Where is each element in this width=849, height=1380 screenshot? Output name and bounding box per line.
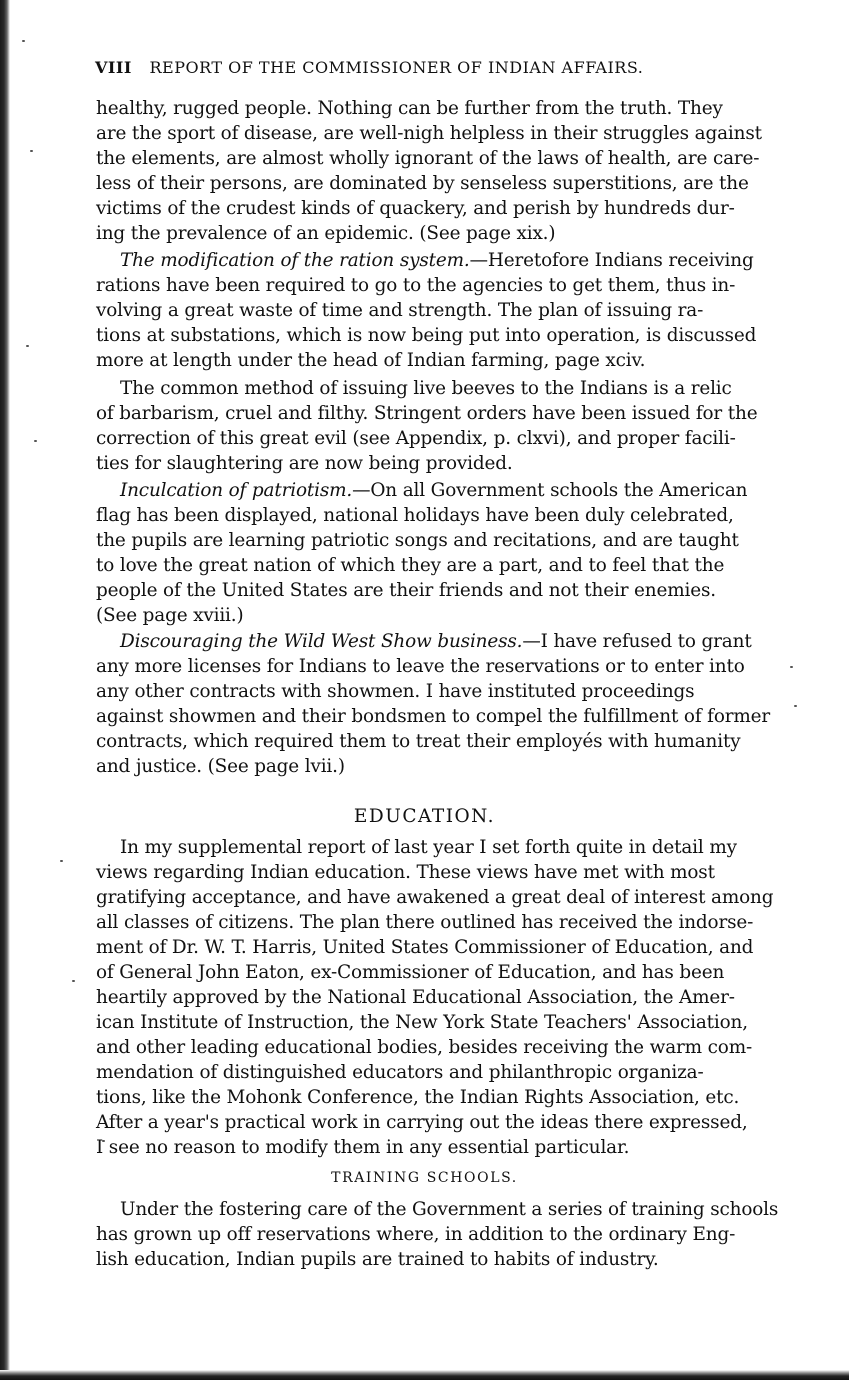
scan-speck <box>26 345 29 347</box>
text-line: tions at substations, which is now being put into operation, is discussed <box>96 325 757 346</box>
scan-speck <box>60 860 63 862</box>
text-line: Inculcation of patriotism.—On all Government schools the American <box>120 480 748 501</box>
text-line: more at length under the head of Indian farming, page xciv. <box>96 350 646 371</box>
text-line: mendation of distinguished educators and philanthropic organiza- <box>96 1062 704 1083</box>
text-line: people of the United States are their friends and not their enemies. <box>96 580 716 601</box>
text-line: and justice. (See page lvii.) <box>96 756 345 777</box>
text-line: views regarding Indian education. These views have met with most <box>96 862 715 883</box>
page-bottom-edge <box>0 1370 849 1380</box>
text-line: After a year's practical work in carrying out the ideas there expressed, <box>96 1112 748 1133</box>
text-line: of barbarism, cruel and filthy. Stringent orders have been issued for the <box>96 403 758 424</box>
text-line: rations have been required to go to the agencies to get them, thus in- <box>96 275 736 296</box>
text-line: heartily approved by the National Educational Association, the Amer- <box>96 987 735 1008</box>
text-line: Discouraging the Wild West Show business.—I have refused to grant <box>120 631 752 652</box>
text-line: healthy, rugged people. Nothing can be further from the truth. They <box>96 98 723 119</box>
text-line: against showmen and their bondsmen to compel the fulfillment of former <box>96 706 771 727</box>
text-line: The modification of the ration system.—Heretofore Indians receiving <box>120 250 754 271</box>
text-line: lish education, Indian pupils are trained to habits of industry. <box>96 1249 659 1270</box>
text-line: gratifying acceptance, and have awakened a great deal of interest among <box>96 887 774 908</box>
text-line: correction of this great evil (see Appendix, p. clxvi), and proper facili- <box>96 428 736 449</box>
scan-speck <box>790 666 793 668</box>
section-heading-education: EDUCATION. <box>353 806 496 827</box>
text-line: flag has been displayed, national holidays have been duly celebrated, <box>96 505 734 526</box>
text-line: ican Institute of Instruction, the New York State Teachers' Association, <box>96 1012 748 1033</box>
text-line: are the sport of disease, are well-nigh helpless in their struggles against <box>96 123 762 144</box>
text-line: (See page xviii.) <box>96 605 244 626</box>
text-line: any other contracts with showmen. I have instituted proceedings <box>96 681 695 702</box>
text-line: Under the fostering care of the Government a series of training schools <box>120 1199 779 1220</box>
text-line: the pupils are learning patriotic songs and recitations, and are taught <box>96 530 739 551</box>
text-line: tions, like the Mohonk Conference, the Indian Rights Association, etc. <box>96 1087 740 1108</box>
text-line: ing the prevalence of an epidemic. (See page xix.) <box>96 223 556 244</box>
text-line: the elements, are almost wholly ignorant of the laws of health, are care- <box>96 148 760 169</box>
section-lead-ration-system: The modification of the ration system. <box>120 250 470 271</box>
text-line: contracts, which required them to treat their employés with humanity <box>96 731 741 752</box>
scan-speck <box>72 980 75 982</box>
text-line: victims of the crudest kinds of quackery, and perish by hundreds dur- <box>96 198 735 219</box>
page-number: VIII <box>95 58 132 77</box>
text-line: The common method of issuing live beeves to the Indians is a relic <box>120 378 732 399</box>
text-line: all classes of citizens. The plan there outlined has received the indorse- <box>96 912 754 933</box>
scan-speck <box>30 150 33 152</box>
section-lead-wild-west-show: Discouraging the Wild West Show business. <box>120 631 523 652</box>
scan-speck <box>34 440 37 442</box>
section-heading-training-schools: TRAINING SCHOOLS. <box>331 1170 518 1186</box>
scan-speck <box>794 705 797 707</box>
text-line: and other leading educational bodies, besides receiving the warm com- <box>96 1037 753 1058</box>
text-line: ties for slaughtering are now being provided. <box>96 453 513 474</box>
text-line: of General John Eaton, ex-Commissioner of Education, and has been <box>96 962 725 983</box>
scan-speck <box>22 40 25 42</box>
text-line: to love the great nation of which they are a part, and to feel that the <box>96 555 725 576</box>
text-line: volving a great waste of time and strength. The plan of issuing ra- <box>96 300 704 321</box>
text-line: has grown up off reservations where, in addition to the ordinary Eng- <box>96 1224 736 1245</box>
text-line: In my supplemental report of last year I set forth quite in detail my <box>120 837 737 858</box>
text-line: less of their persons, are dominated by senseless superstitions, are the <box>96 173 749 194</box>
text-line: ment of Dr. W. T. Harris, United States Commissioner of Education, and <box>96 937 754 958</box>
text-line: I see no reason to modify them in any essential particular. <box>96 1137 630 1158</box>
running-head-title: REPORT OF THE COMMISSIONER OF INDIAN AFFAIRS. <box>149 58 644 77</box>
section-lead-patriotism: Inculcation of patriotism. <box>120 480 353 501</box>
running-head <box>95 58 715 77</box>
text-line: any more licenses for Indians to leave the reservations or to enter into <box>96 656 745 677</box>
